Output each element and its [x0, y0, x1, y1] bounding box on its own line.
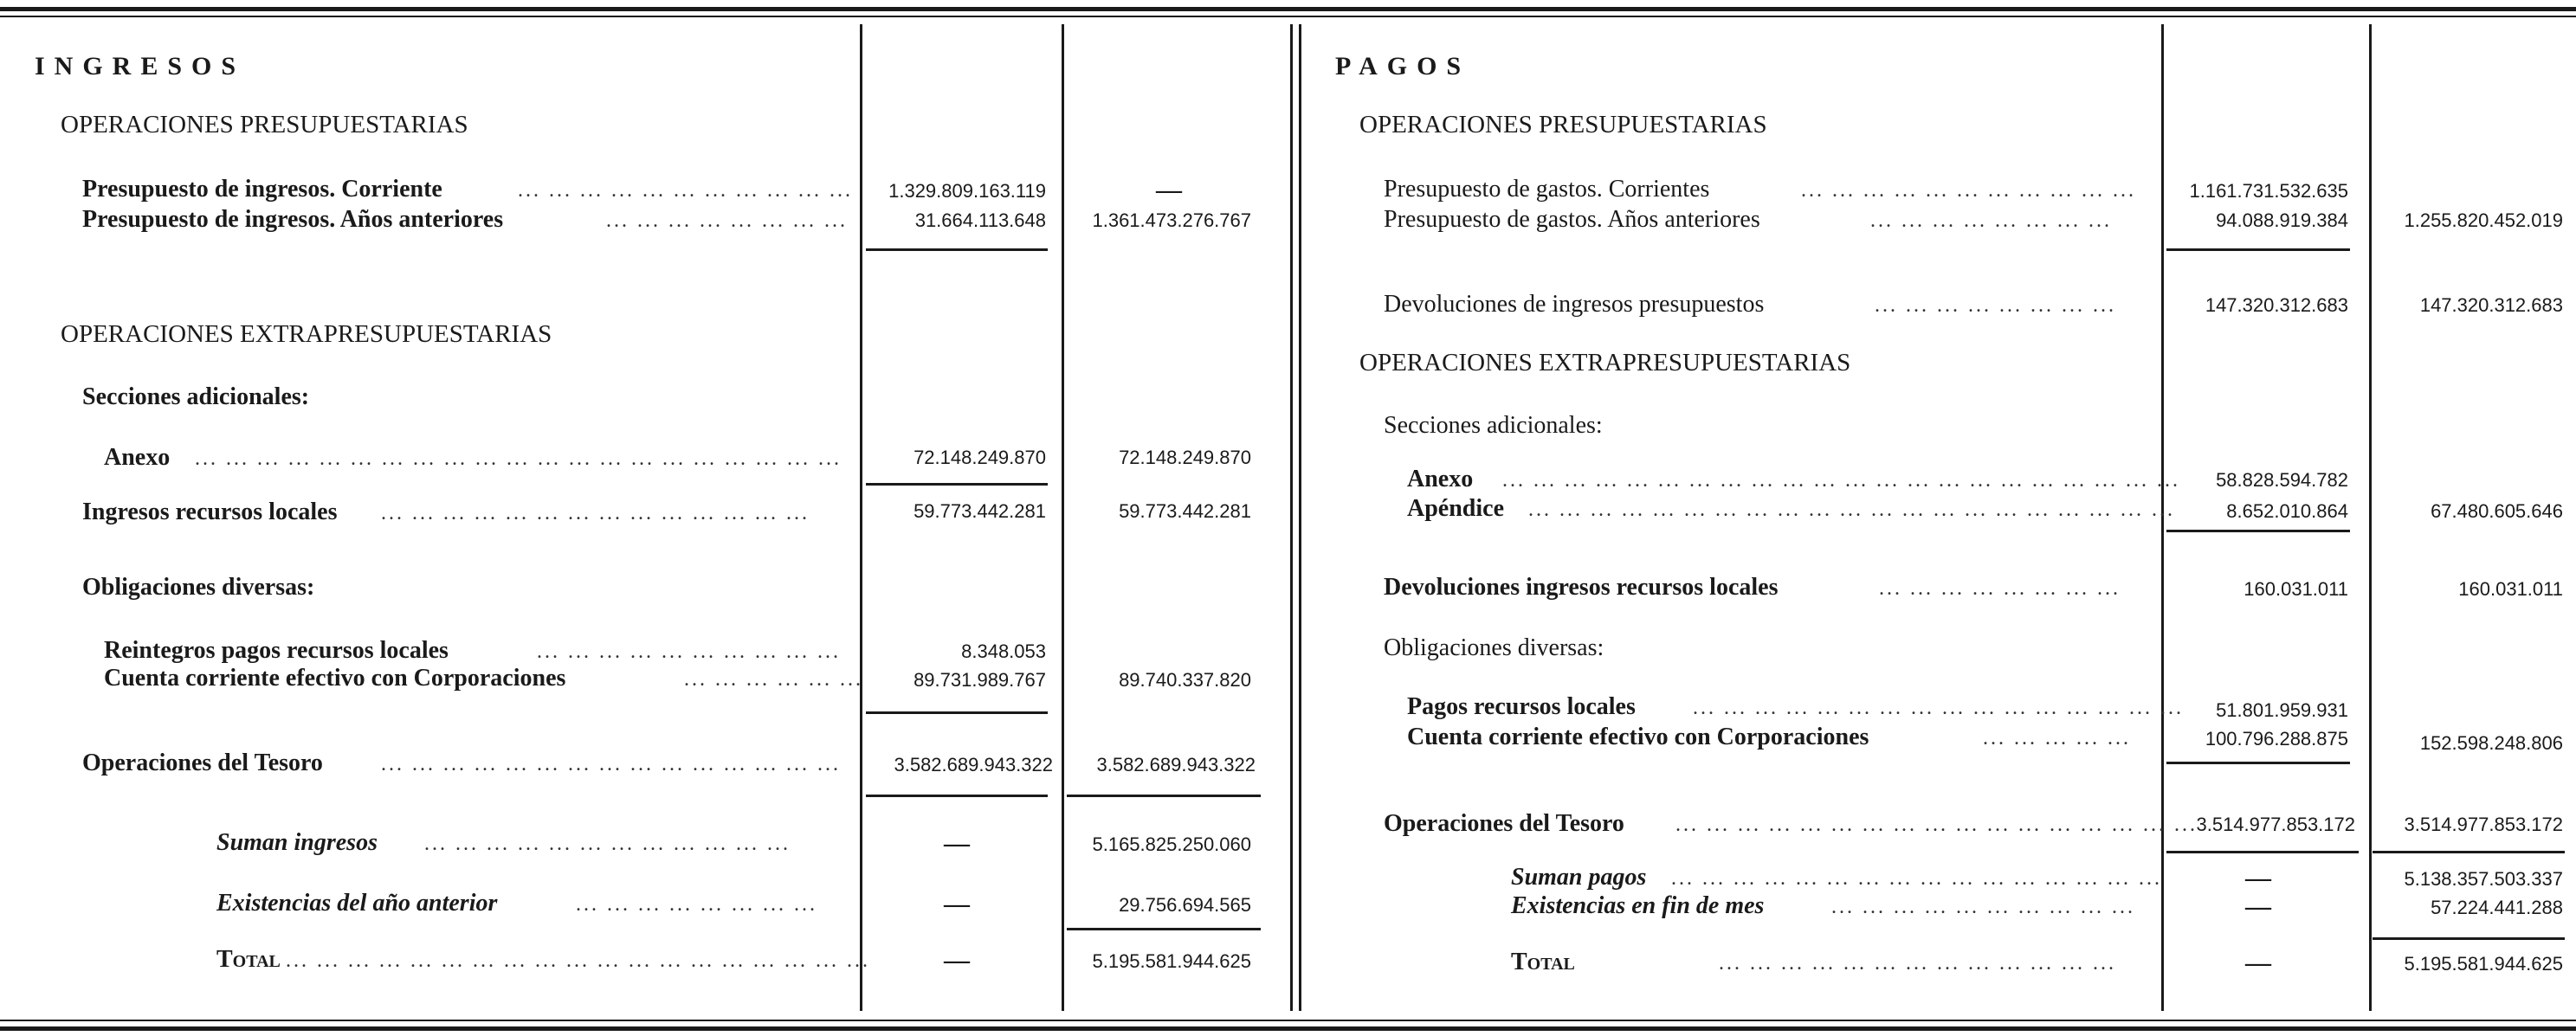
pag-anexo-label: Anexo — [1407, 466, 1474, 492]
pag-devoluciones-c1: 147.320.312.683 — [2205, 294, 2348, 316]
pag-op-presupuestarias: OPERACIONES PRESUPUESTARIAS — [1359, 111, 1767, 138]
ing-tesoro-c1: 3.582.689.943.322 — [894, 754, 1053, 775]
dot-leader: ... ... ... ... ... ... ... ... — [606, 209, 848, 232]
ing-cuenta-corriente-c2: 89.740.337.820 — [1119, 669, 1251, 691]
pag-pagos-recursos-label: Pagos recursos locales — [1407, 693, 1636, 720]
pag-devoluciones-c2: 147.320.312.683 — [2419, 294, 2563, 316]
subtotal-rule — [1067, 795, 1261, 797]
pag-apendice-label: Apéndice — [1407, 495, 1504, 522]
subtotal-rule — [2373, 937, 2565, 940]
ing-anexo-label: Anexo — [104, 444, 171, 471]
pag-anexo-c1: 58.828.594.782 — [2216, 469, 2348, 491]
pag-devoluciones-label: Devoluciones de ingresos presupuestos — [1384, 291, 1765, 318]
subtotal-rule — [2373, 851, 2565, 853]
pag-total-c1: — — [2245, 949, 2271, 977]
ing-cuenta-corriente-label: Cuenta corriente efectivo con Corporaciones — [104, 665, 566, 692]
dot-leader: ... ... ... ... ... ... ... ... ... ... ... ... ... ... ... ... ... ... ... ... ... — [195, 447, 842, 470]
pag-total-c2: 5.195.581.944.625 — [2404, 953, 2563, 975]
ing-row-c2: — — [1156, 176, 1182, 204]
subtotal-rule — [866, 795, 1048, 797]
dot-leader: ... ... ... ... ... ... — [684, 668, 863, 691]
dot-leader: ... ... ... ... ... ... ... ... ... ... ... ... ... ... ... ... ... ... ... ... ... — [1528, 499, 2175, 521]
ingresos-heading: INGRESOS — [35, 52, 246, 80]
pag-devoluciones-locales-c2: 160.031.011 — [2458, 578, 2563, 600]
dot-leader: ... ... ... ... ... ... ... ... ... ... ... ... ... ... ... ... — [1671, 867, 2162, 890]
top-rule-thin — [0, 16, 2576, 17]
ing-row-c2: 1.361.473.276.767 — [1092, 209, 1251, 231]
pag-tesoro-c1: 3.514.977.853.172 — [2196, 814, 2355, 835]
subtotal-rule — [2166, 762, 2350, 764]
dot-leader: ... ... ... ... ... ... ... ... ... ... ... ... ... ... ... ... ... ... ... — [286, 949, 870, 972]
subtotal-rule — [866, 711, 1048, 714]
pag-apendice-c1: 8.652.010.864 — [2226, 500, 2348, 522]
col-rule-pag-2 — [2369, 24, 2372, 1011]
dot-leader: ... ... ... ... ... ... ... ... ... ... — [537, 640, 841, 663]
pag-cuenta-corriente-c1: 100.796.288.875 — [2205, 728, 2348, 750]
ing-total-c1: — — [944, 946, 970, 975]
bottom-rule-thin — [0, 1020, 2576, 1021]
pag-total-label: Total — [1511, 949, 1575, 975]
pag-suman-c1: — — [2245, 864, 2271, 892]
ing-existencias-c1: — — [944, 890, 970, 918]
dot-leader: ... ... ... ... ... — [1983, 727, 2131, 750]
ing-obligaciones-diversas: Obligaciones diversas: — [82, 574, 315, 601]
ing-tesoro-c2: 3.582.689.943.322 — [1096, 754, 1256, 775]
dot-leader: ... ... ... ... ... ... ... ... ... ... ... ... ... ... ... ... ... — [1675, 814, 2198, 836]
ing-total-c2: 5.195.581.944.625 — [1092, 950, 1251, 972]
dot-leader: ... ... ... ... ... ... ... ... — [576, 893, 817, 916]
ing-suman-label: Suman ingresos — [216, 829, 378, 856]
dot-leader: ... ... ... ... ... ... ... ... — [1870, 209, 2112, 232]
ing-anexo-c2: 72.148.249.870 — [1119, 447, 1251, 468]
pag-cuenta-corriente-label: Cuenta corriente efectivo con Corporaciones — [1407, 724, 1869, 750]
ing-suman-c1: — — [944, 829, 970, 858]
pag-existencias-c2: 57.224.441.288 — [2431, 897, 2563, 918]
subtotal-rule — [2166, 851, 2359, 853]
pag-obligaciones-diversas: Obligaciones diversas: — [1384, 634, 1604, 661]
pagos-heading: PAGOS — [1335, 52, 1471, 80]
ing-reintegros-c1: 8.348.053 — [961, 640, 1046, 662]
ing-row-label: Presupuesto de ingresos. Años anteriores — [82, 206, 504, 233]
col-rule-mid-b — [1299, 24, 1301, 1011]
pag-row-label: Presupuesto de gastos. Años anteriores — [1384, 206, 1760, 233]
ing-row-c1: 31.664.113.648 — [914, 209, 1046, 231]
subtotal-rule — [866, 483, 1048, 486]
ing-tesoro-label: Operaciones del Tesoro — [82, 750, 323, 776]
pag-secciones-adicionales: Secciones adicionales: — [1384, 412, 1603, 439]
ing-cuenta-corriente-c1: 89.731.989.767 — [914, 669, 1046, 691]
dot-leader: ... ... ... ... ... ... ... ... ... ... ... — [1801, 179, 2136, 202]
dot-leader: ... ... ... ... ... ... ... ... — [1875, 294, 2116, 317]
pag-existencias-c1: — — [2245, 892, 2271, 921]
dot-leader: ... ... ... ... ... ... ... ... ... ... ... ... ... ... ... ... ... ... ... ... ... ... — [1502, 469, 2180, 492]
ing-existencias-label: Existencias del año anterior — [216, 890, 498, 917]
pag-row-c1: 1.161.731.532.635 — [2189, 180, 2348, 202]
pag-tesoro-c2: 3.514.977.853.172 — [2404, 814, 2563, 835]
bottom-rule-thick — [0, 1026, 2576, 1031]
ing-existencias-c2: 29.756.694.565 — [1119, 894, 1251, 916]
ing-total-label: Total — [216, 946, 281, 973]
pag-devoluciones-locales-c1: 160.031.011 — [2244, 578, 2348, 600]
pag-suman-c2: 5.138.357.503.337 — [2404, 868, 2563, 890]
dot-leader: ... ... ... ... ... ... ... ... ... ... ... — [518, 179, 853, 202]
dot-leader: ... ... ... ... ... ... ... ... — [1879, 577, 2121, 600]
ing-row-c1: 1.329.809.163.119 — [888, 180, 1046, 202]
ing-reintegros-label: Reintegros pagos recursos locales — [104, 637, 449, 664]
ing-op-presupuestarias: OPERACIONES PRESUPUESTARIAS — [61, 111, 468, 138]
top-rule-thick — [0, 7, 2576, 11]
pag-apendice-c2: 67.480.605.646 — [2431, 500, 2563, 522]
pag-row-label: Presupuesto de gastos. Corrientes — [1384, 176, 1710, 203]
dot-leader: ... ... ... ... ... ... ... ... ... ... ... ... ... ... ... — [381, 753, 841, 775]
col-rule-mid-a — [1290, 24, 1293, 1011]
ing-anexo-c1: 72.148.249.870 — [914, 447, 1046, 468]
dot-leader: ... ... ... ... ... ... ... ... ... ... ... ... ... ... — [381, 502, 810, 524]
ing-recursos-locales-label: Ingresos recursos locales — [82, 499, 338, 525]
pag-devoluciones-locales-label: Devoluciones ingresos recursos locales — [1384, 574, 1779, 601]
col-rule-ing-2 — [1062, 24, 1064, 1011]
pag-cuenta-corriente-c2: 152.598.248.806 — [2419, 732, 2563, 754]
ing-secciones-adicionales: Secciones adicionales: — [82, 383, 310, 410]
pag-row-c1: 94.088.919.384 — [2216, 209, 2348, 231]
ing-row-label: Presupuesto de ingresos. Corriente — [82, 176, 442, 203]
dot-leader: ... ... ... ... ... ... ... ... ... ... ... ... — [424, 833, 791, 855]
pag-tesoro-label: Operaciones del Tesoro — [1384, 810, 1624, 837]
pag-pagos-recursos-c1: 51.801.959.931 — [2216, 699, 2348, 721]
dot-leader: ... ... ... ... ... ... ... ... ... ... ... ... ... ... ... ... — [1693, 697, 2184, 719]
dot-leader: ... ... ... ... ... ... ... ... ... ... ... ... ... — [1719, 952, 2116, 975]
subtotal-rule — [1067, 928, 1261, 930]
ing-recursos-locales-c1: 59.773.442.281 — [914, 500, 1046, 522]
dot-leader: ... ... ... ... ... ... ... ... ... ... — [1831, 896, 2135, 918]
ing-suman-c2: 5.165.825.250.060 — [1092, 833, 1251, 855]
pag-existencias-label: Existencias en fin de mes — [1511, 892, 1765, 919]
col-rule-ing-1 — [860, 24, 862, 1011]
subtotal-rule — [2166, 530, 2350, 532]
subtotal-rule — [866, 248, 1048, 251]
pag-op-extrapresupuestarias: OPERACIONES EXTRAPRESUPUESTARIAS — [1359, 349, 1851, 376]
ing-recursos-locales-c2: 59.773.442.281 — [1119, 500, 1251, 522]
pag-suman-label: Suman pagos — [1511, 864, 1647, 891]
ing-op-extrapresupuestarias: OPERACIONES EXTRAPRESUPUESTARIAS — [61, 320, 552, 348]
pag-row-c2: 1.255.820.452.019 — [2404, 209, 2563, 231]
subtotal-rule — [2166, 248, 2350, 251]
